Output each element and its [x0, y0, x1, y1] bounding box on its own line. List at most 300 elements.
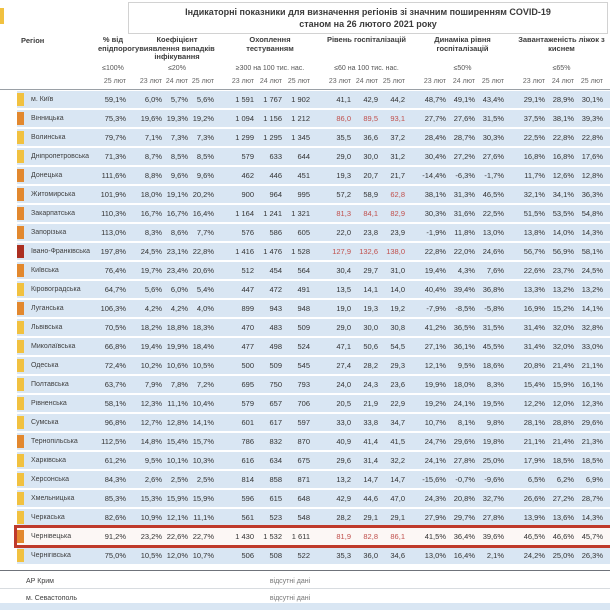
region-name: Житомирська	[31, 191, 76, 198]
orange-status-bar-icon	[17, 207, 24, 220]
hospitalization-level-value: 30,8	[390, 323, 405, 332]
detection-coefficient-value: 5,7%	[170, 95, 188, 104]
oxygen-beds-value: 31,4%	[523, 342, 545, 351]
region-name: Чернівецька	[31, 533, 72, 540]
detection-coefficient-value: 9,5%	[144, 456, 162, 465]
detection-coefficient-value: 19,9%	[166, 342, 188, 351]
row-status-indicator	[17, 416, 26, 429]
yellow-status-bar-icon	[17, 131, 24, 144]
detection-coefficient-value: 2,6%	[144, 475, 162, 484]
epid-threshold-value: 70,5%	[104, 323, 126, 332]
column-group-threshold: ≤50%	[453, 65, 472, 72]
row-status-indicator	[17, 283, 26, 296]
oxygen-beds-value: 33,0%	[581, 342, 603, 351]
hospitalization-dynamics-value: 36,5%	[453, 323, 475, 332]
detection-coefficient-value: 18,0%	[140, 190, 162, 199]
hospitalization-level-value: 29,6	[336, 456, 351, 465]
oxygen-beds-value: 20,8%	[523, 361, 545, 370]
region-row	[17, 186, 610, 203]
detection-coefficient-value: 18,2%	[140, 323, 162, 332]
yellow-status-bar-icon	[17, 511, 24, 524]
detection-coefficient-value: 15,9%	[192, 494, 214, 503]
detection-coefficient-value: 7,2%	[196, 380, 214, 389]
testing-coverage-value: 814	[241, 475, 254, 484]
hospitalization-level-value: 86,0	[336, 114, 351, 123]
hospitalization-dynamics-value: 13,0%	[424, 551, 446, 560]
testing-coverage-value: 1 591	[235, 95, 254, 104]
detection-coefficient-value: 8,6%	[170, 228, 188, 237]
detection-coefficient-value: 24,5%	[140, 247, 162, 256]
column-group-threshold: ≤60 на 100 тис. нас.	[334, 65, 399, 72]
hospitalization-dynamics-value: -9,6%	[484, 475, 504, 484]
yellow-status-bar-icon	[17, 378, 24, 391]
epid-threshold-value: 59,1%	[104, 95, 126, 104]
yellow-status-bar-icon	[17, 492, 24, 505]
row-status-indicator	[17, 511, 26, 524]
row-status-indicator	[17, 530, 26, 543]
testing-coverage-value: 1 902	[291, 95, 310, 104]
oxygen-beds-value: 45,7%	[581, 532, 603, 541]
yellow-status-bar-icon	[17, 397, 24, 410]
hospitalization-level-value: 44,6	[363, 494, 378, 503]
oxygen-beds-value: 12,0%	[552, 399, 574, 408]
oxygen-beds-value: 54,8%	[581, 209, 603, 218]
oxygen-beds-value: 15,9%	[552, 380, 574, 389]
testing-coverage-value: 500	[241, 361, 254, 370]
hospitalization-level-value: 31,0	[390, 266, 405, 275]
testing-coverage-value: 1 476	[263, 247, 282, 256]
detection-coefficient-value: 14,8%	[140, 437, 162, 446]
row-status-indicator	[17, 378, 26, 391]
epid-threshold-value: 82,6%	[104, 513, 126, 522]
oxygen-beds-value: 16,9%	[523, 304, 545, 313]
detection-coefficient-value: 8,3%	[144, 228, 162, 237]
oxygen-beds-value: 12,6%	[552, 171, 574, 180]
region-name: м. Київ	[31, 96, 54, 103]
hospitalization-dynamics-value: 31,3%	[453, 190, 475, 199]
detection-coefficient-value: 8,5%	[170, 152, 188, 161]
hospitalization-dynamics-value: 27,6%	[482, 152, 504, 161]
testing-coverage-value: 446	[269, 171, 282, 180]
epid-threshold-value: 71,3%	[104, 152, 126, 161]
oxygen-beds-value: 15,4%	[523, 380, 545, 389]
testing-coverage-value: 948	[297, 304, 310, 313]
orange-status-bar-icon	[17, 435, 24, 448]
detection-coefficient-value: 22,6%	[166, 532, 188, 541]
hospitalization-dynamics-value: 27,8%	[482, 513, 504, 522]
hospitalization-dynamics-value: 41,5%	[424, 532, 446, 541]
oxygen-beds-value: 6,5%	[527, 475, 545, 484]
hospitalization-dynamics-value: 32,7%	[482, 494, 504, 503]
oxygen-beds-value: 22,8%	[581, 133, 603, 142]
hospitalization-dynamics-value: 31,5%	[482, 114, 504, 123]
orange-status-bar-icon	[17, 264, 24, 277]
hospitalization-level-value: 30,4	[336, 266, 351, 275]
report-subtitle: станом на 26 лютого 2021 року	[299, 19, 437, 29]
testing-coverage-value: 586	[269, 228, 282, 237]
detection-coefficient-value: 8,7%	[144, 152, 162, 161]
hospitalization-level-value: 20,7	[363, 171, 378, 180]
epid-threshold-value: 63,7%	[104, 380, 126, 389]
hospitalization-dynamics-value: 27,9%	[424, 513, 446, 522]
hospitalization-level-value: 81,3	[336, 209, 351, 218]
hospitalization-level-value: 82,8	[363, 532, 378, 541]
column-group-label: Коефіцієнт виявлення випадків інфікування	[139, 35, 215, 61]
date-label: 24 лют	[355, 78, 378, 85]
hospitalization-level-value: 28,2	[336, 513, 351, 522]
hospitalization-dynamics-value: 24,3%	[424, 494, 446, 503]
region-row	[17, 319, 610, 336]
oxygen-beds-value: 13,6%	[552, 513, 574, 522]
testing-coverage-value: 1 528	[291, 247, 310, 256]
hospitalization-dynamics-value: 31,6%	[453, 209, 475, 218]
column-group-epid-threshold	[98, 35, 140, 72]
orange-status-bar-icon	[17, 226, 24, 239]
date-label: 25 лют	[481, 78, 504, 85]
row-status-indicator	[17, 454, 26, 467]
yellow-status-bar-icon	[17, 340, 24, 353]
oxygen-beds-value: 6,9%	[585, 475, 603, 484]
testing-coverage-value: 1 345	[291, 133, 310, 142]
date-label: 23 лют	[522, 78, 545, 85]
detection-coefficient-value: 4,2%	[144, 304, 162, 313]
oxygen-beds-value: 56,9%	[552, 247, 574, 256]
hospitalization-dynamics-value: 24,1%	[424, 456, 446, 465]
hospitalization-dynamics-value: 18,6%	[482, 361, 504, 370]
row-status-indicator	[17, 188, 26, 201]
oxygen-beds-value: 30,1%	[581, 95, 603, 104]
hospitalization-dynamics-value: 20,8%	[453, 494, 475, 503]
region-row	[17, 262, 610, 279]
epid-threshold-value: 76,4%	[104, 266, 126, 275]
hospitalization-dynamics-value: 13,0%	[482, 228, 504, 237]
hospitalization-level-value: 21,9	[363, 399, 378, 408]
hospitalization-level-value: 31,4	[363, 456, 378, 465]
region-name: Дніпропетровська	[31, 153, 90, 160]
testing-coverage-value: 483	[269, 323, 282, 332]
hospitalization-dynamics-value: 9,5%	[457, 361, 475, 370]
hospitalization-dynamics-value: 28,4%	[424, 133, 446, 142]
testing-coverage-value: 1 430	[235, 532, 254, 541]
column-group-hospitalization-level	[326, 36, 407, 72]
oxygen-beds-value: 23,7%	[552, 266, 574, 275]
column-group-label: % від епідпорогу	[98, 35, 140, 53]
region-name: Полтавська	[31, 381, 69, 388]
region-name: м. Севастополь	[26, 594, 77, 602]
date-labels-row	[0, 76, 610, 88]
hospitalization-dynamics-value: -6,3%	[455, 171, 475, 180]
epid-threshold-value: 61,2%	[104, 456, 126, 465]
oxygen-beds-value: 22,5%	[523, 133, 545, 142]
epid-threshold-value: 110,3%	[101, 209, 126, 218]
epid-threshold-value: 72,4%	[104, 361, 126, 370]
detection-coefficient-value: 8,8%	[144, 171, 162, 180]
hospitalization-level-value: 36,6	[363, 133, 378, 142]
date-label: 23 лют	[231, 78, 254, 85]
epid-threshold-value: 111,6%	[101, 171, 126, 180]
hospitalization-level-value: 19,3	[336, 171, 351, 180]
oxygen-beds-value: 26,3%	[581, 551, 603, 560]
testing-coverage-value: 506	[241, 551, 254, 560]
row-status-indicator	[17, 321, 26, 334]
testing-coverage-value: 447	[241, 285, 254, 294]
hospitalization-dynamics-value: 39,6%	[482, 532, 504, 541]
row-status-indicator	[17, 93, 26, 106]
detection-coefficient-value: 10,2%	[140, 361, 162, 370]
orange-status-bar-icon	[17, 302, 24, 315]
region-row	[17, 414, 610, 431]
row-status-indicator	[17, 226, 26, 239]
hospitalization-level-value: 89,5	[363, 114, 378, 123]
hospitalization-level-value: 34,6	[390, 551, 405, 560]
column-group-detection-coefficient	[138, 36, 216, 72]
oxygen-beds-value: 13,3%	[523, 285, 545, 294]
hospitalization-level-value: 50,6	[363, 342, 378, 351]
oxygen-beds-value: 28,1%	[523, 418, 545, 427]
region-name: Київська	[31, 267, 59, 274]
testing-coverage-value: 596	[241, 494, 254, 503]
oxygen-beds-value: 6,2%	[556, 475, 574, 484]
oxygen-beds-value: 21,4%	[552, 437, 574, 446]
epid-threshold-value: 101,9%	[100, 190, 126, 199]
detection-coefficient-value: 11,1%	[167, 399, 188, 408]
oxygen-beds-value: 17,6%	[581, 152, 603, 161]
oxygen-beds-value: 37,5%	[523, 114, 545, 123]
hospitalization-dynamics-value: 41,2%	[424, 323, 446, 332]
oxygen-beds-value: 34,1%	[552, 190, 574, 199]
hospitalization-dynamics-value: 49,1%	[453, 95, 475, 104]
footer-divider	[0, 570, 610, 571]
hospitalization-dynamics-value: 22,5%	[482, 209, 504, 218]
region-row	[17, 452, 610, 469]
epid-threshold-value: 113,0%	[101, 228, 126, 237]
hospitalization-level-value: 19,3	[363, 304, 378, 313]
detection-coefficient-value: 12,0%	[166, 551, 188, 560]
hospitalization-level-value: 58,9	[363, 190, 378, 199]
detection-coefficient-value: 20,6%	[192, 266, 214, 275]
detection-coefficient-value: 19,3%	[166, 114, 188, 123]
testing-coverage-value: 1 416	[235, 247, 254, 256]
oxygen-beds-value: 16,8%	[552, 152, 574, 161]
hospitalization-dynamics-value: 30,3%	[482, 133, 504, 142]
orange-status-bar-icon	[17, 112, 24, 125]
testing-coverage-value: 634	[269, 456, 282, 465]
hospitalization-dynamics-value: 39,4%	[453, 285, 475, 294]
table-body	[0, 91, 610, 566]
region-row	[17, 509, 610, 526]
detection-coefficient-value: 16,4%	[192, 209, 214, 218]
testing-coverage-value: 617	[269, 418, 282, 427]
yellow-status-bar-icon	[17, 93, 24, 106]
testing-coverage-value: 899	[241, 304, 254, 313]
oxygen-beds-value: 21,1%	[581, 361, 603, 370]
hospitalization-dynamics-value: -1,9%	[426, 228, 446, 237]
epid-threshold-value: 106,3%	[100, 304, 126, 313]
oxygen-beds-value: 29,1%	[523, 95, 545, 104]
testing-coverage-value: 793	[297, 380, 310, 389]
row-status-indicator	[17, 435, 26, 448]
hospitalization-level-value: 41,1	[336, 95, 351, 104]
detection-coefficient-value: 8,5%	[196, 152, 214, 161]
detection-coefficient-value: 5,4%	[196, 285, 214, 294]
hospitalization-level-value: 14,0	[390, 285, 405, 294]
testing-coverage-value: 1 241	[263, 209, 282, 218]
region-name: Одеська	[31, 362, 59, 369]
hospitalization-level-value: 37,2	[390, 133, 405, 142]
hospitalization-level-value: 44,2	[390, 95, 405, 104]
region-name: Запорізька	[31, 229, 67, 236]
region-row	[17, 490, 610, 507]
testing-coverage-value: 615	[269, 494, 282, 503]
region-name: Донецька	[31, 172, 63, 179]
detection-coefficient-value: 10,7%	[192, 551, 214, 560]
testing-coverage-value: 564	[297, 266, 310, 275]
testing-coverage-value: 858	[269, 475, 282, 484]
oxygen-beds-value: 13,9%	[523, 513, 545, 522]
row-status-indicator	[17, 131, 26, 144]
oxygen-beds-value: 31,4%	[523, 323, 545, 332]
hospitalization-level-value: 54,5	[390, 342, 405, 351]
hospitalization-level-value: 14,7	[390, 475, 405, 484]
yellow-status-bar-icon	[17, 416, 24, 429]
date-label: 23 лют	[423, 78, 446, 85]
testing-coverage-value: 750	[269, 380, 282, 389]
testing-coverage-value: 1 321	[291, 209, 310, 218]
row-status-indicator	[17, 112, 26, 125]
oxygen-beds-value: 14,1%	[581, 304, 603, 313]
hospitalization-dynamics-value: 19,9%	[424, 380, 446, 389]
column-group-label: Охоплення тестуванням	[246, 35, 294, 53]
epid-threshold-value: 75,3%	[104, 114, 126, 123]
hospitalization-dynamics-value: 12,1%	[424, 361, 446, 370]
oxygen-beds-value: 12,2%	[523, 399, 545, 408]
hospitalization-level-value: 28,2	[363, 361, 378, 370]
hospitalization-dynamics-value: 27,1%	[424, 342, 446, 351]
hospitalization-dynamics-value: 36,1%	[453, 342, 475, 351]
yellow-status-bar-icon	[17, 454, 24, 467]
oxygen-beds-value: 27,2%	[552, 494, 574, 503]
hospitalization-dynamics-value: 16,4%	[453, 551, 475, 560]
hospitalization-dynamics-value: -15,6%	[422, 475, 446, 484]
oxygen-beds-value: 11,7%	[524, 171, 545, 180]
oxygen-beds-value: 46,5%	[523, 532, 545, 541]
hospitalization-level-value: 42,9	[336, 494, 351, 503]
no-data-label: відсутні дані	[269, 577, 311, 585]
testing-coverage-value: 498	[269, 342, 282, 351]
detection-coefficient-value: 6,0%	[170, 285, 188, 294]
column-group-testing-coverage	[228, 36, 312, 72]
column-group-threshold: ≤100%	[102, 65, 124, 72]
bottom-partial-row	[0, 603, 610, 610]
hospitalization-level-value: 35,5	[336, 133, 351, 142]
detection-coefficient-value: 7,9%	[144, 380, 162, 389]
region-row	[17, 376, 610, 393]
date-label: 24 лют	[165, 78, 188, 85]
region-name: Волинська	[31, 134, 66, 141]
date-label: 23 лют	[139, 78, 162, 85]
hospitalization-dynamics-value: 30,3%	[424, 209, 446, 218]
hospitalization-dynamics-value: -7,9%	[426, 304, 446, 313]
detection-coefficient-value: 12,8%	[166, 418, 188, 427]
hospitalization-dynamics-value: 36,4%	[453, 532, 475, 541]
detection-coefficient-value: 18,4%	[192, 342, 214, 351]
testing-coverage-value: 451	[297, 171, 310, 180]
hospitalization-level-value: 42,9	[363, 95, 378, 104]
oxygen-beds-value: 28,8%	[552, 418, 574, 427]
hospitalization-level-value: 22,9	[390, 399, 405, 408]
testing-coverage-value: 508	[269, 551, 282, 560]
detection-coefficient-value: 7,3%	[170, 133, 188, 142]
hospitalization-dynamics-value: 2,1%	[486, 551, 504, 560]
row-status-indicator	[17, 245, 26, 258]
oxygen-beds-value: 32,0%	[552, 323, 574, 332]
hospitalization-dynamics-value: 7,6%	[486, 266, 504, 275]
testing-coverage-value: 512	[241, 266, 254, 275]
date-label: 25 лют	[580, 78, 603, 85]
region-name: АР Крим	[26, 577, 54, 585]
epid-threshold-value: 85,3%	[104, 494, 126, 503]
detection-coefficient-value: 10,1%	[166, 456, 188, 465]
hospitalization-dynamics-value: 29,7%	[453, 513, 475, 522]
region-row	[17, 395, 610, 412]
hospitalization-dynamics-value: 25,0%	[482, 456, 504, 465]
hospitalization-level-value: 22,0	[336, 228, 351, 237]
region-row	[17, 224, 610, 241]
table-header	[17, 36, 610, 72]
detection-coefficient-value: 19,1%	[166, 190, 188, 199]
hospitalization-dynamics-value: 18,0%	[453, 380, 475, 389]
hospitalization-level-value: 86,1	[390, 532, 405, 541]
column-group-label: Динаміка рівня госпіталізацій	[434, 35, 491, 53]
hospitalization-dynamics-value: -0,7%	[455, 475, 475, 484]
hospitalization-dynamics-value: 45,5%	[482, 342, 504, 351]
date-label: 24 лют	[551, 78, 574, 85]
testing-coverage-value: 523	[269, 513, 282, 522]
testing-coverage-value: 1 611	[291, 532, 310, 541]
oxygen-beds-value: 32,8%	[581, 323, 603, 332]
detection-coefficient-value: 2,5%	[196, 475, 214, 484]
region-name: Черкаська	[31, 514, 65, 521]
epid-threshold-value: 84,3%	[104, 475, 126, 484]
epid-threshold-value: 96,8%	[104, 418, 126, 427]
testing-coverage-value: 786	[241, 437, 254, 446]
hospitalization-dynamics-value: 19,2%	[424, 399, 446, 408]
detection-coefficient-value: 16,7%	[166, 209, 188, 218]
hospitalization-dynamics-value: 9,8%	[486, 418, 504, 427]
hospitalization-level-value: 27,4	[336, 361, 351, 370]
row-status-indicator	[17, 207, 26, 220]
hospitalization-level-value: 23,8	[363, 228, 378, 237]
hospitalization-level-value: 14,1	[363, 285, 378, 294]
detection-coefficient-value: 10,3%	[192, 456, 214, 465]
oxygen-beds-value: 28,9%	[552, 95, 574, 104]
oxygen-beds-value: 18,5%	[552, 456, 574, 465]
hospitalization-level-value: 40,9	[336, 437, 351, 446]
region-name: Івано-Франківська	[31, 248, 91, 255]
detection-coefficient-value: 19,7%	[140, 266, 162, 275]
oxygen-beds-value: 56,7%	[523, 247, 545, 256]
region-name: Вінницька	[31, 115, 64, 122]
orange-status-bar-icon	[17, 188, 24, 201]
oxygen-beds-value: 28,7%	[581, 494, 603, 503]
region-row	[17, 433, 610, 450]
detection-coefficient-value: 7,8%	[170, 380, 188, 389]
testing-coverage-value: 1 532	[263, 532, 282, 541]
hospitalization-level-value: 13,2	[336, 475, 351, 484]
testing-coverage-value: 454	[269, 266, 282, 275]
detection-coefficient-value: 12,1%	[166, 513, 188, 522]
detection-coefficient-value: 10,6%	[166, 361, 188, 370]
